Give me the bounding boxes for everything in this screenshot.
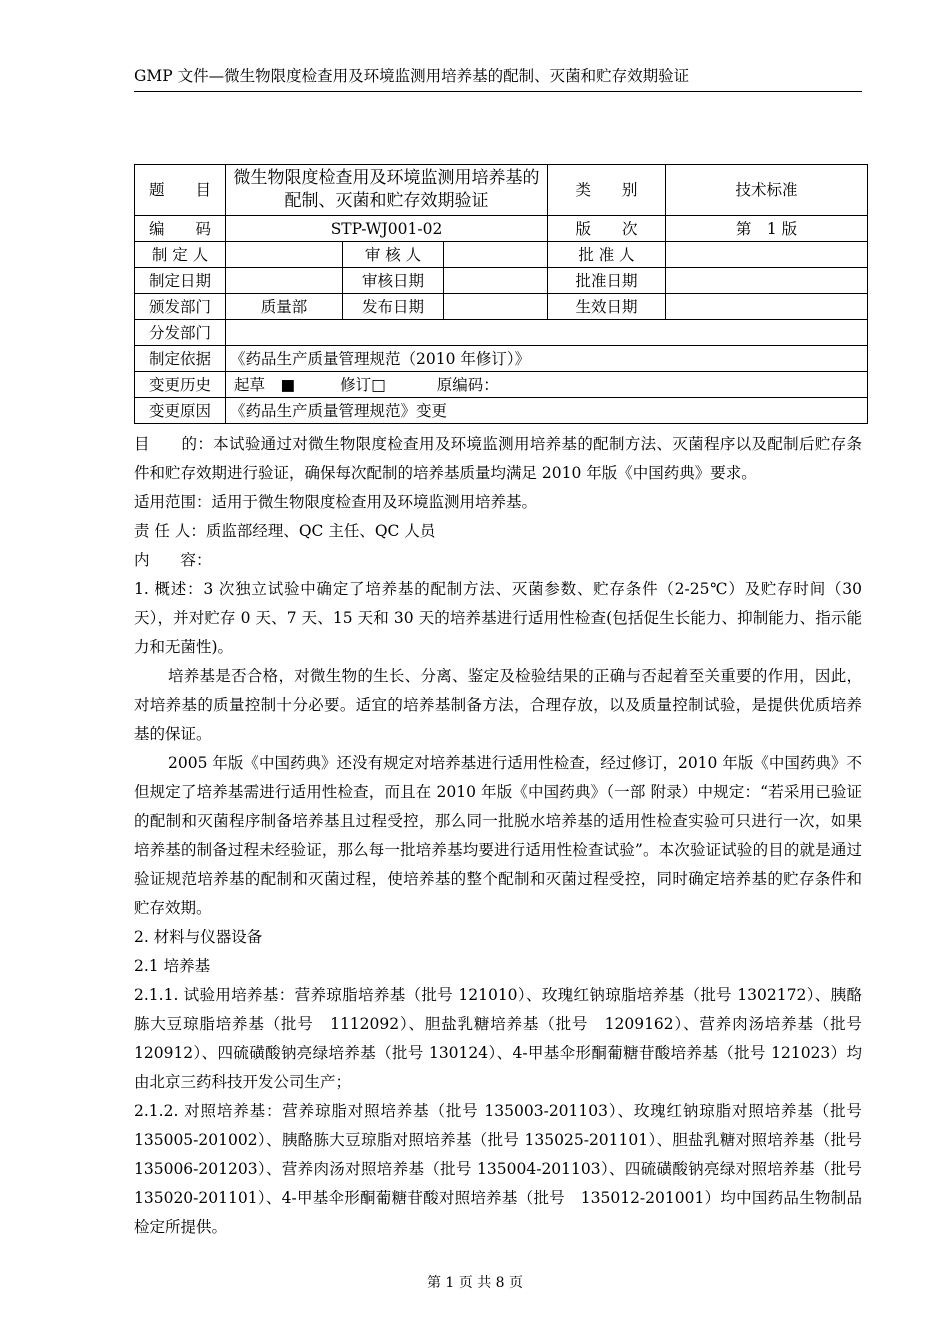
responsible-paragraph: 责 任 人：质监部经理、QC 主任、QC 人员 (134, 522, 436, 540)
reviewer-label: 审 核 人 (343, 242, 444, 268)
effective-date-value (666, 294, 868, 320)
history-label: 变更历史 (135, 372, 226, 398)
content-heading: 内 容： (134, 551, 212, 569)
basis-value: 《药品生产质量管理规范（2010 年修订）》 (226, 346, 868, 372)
meta-row-dates (135, 268, 868, 294)
basis-label: 制定依据 (135, 346, 226, 372)
meta-row-history (135, 372, 868, 398)
code-label: 编 码 (135, 216, 226, 242)
section-2-1-2-paragraph: 2.1.2. 对照培养基：营养琼脂对照培养基（批号 135003-201103）、玫瑰红钠琼脂对照培养基（批号 135005-201002）、胰酪胨大豆琼脂对照培养基（批号 135025-201101）、胆盐乳糖对照培养基（批号 135006-201203）、营养肉汤对照培养基（批号 135004-201103）、四硫磺酸钠亮绿对照培养基（批号 135020-201101）、4-甲基伞形酮葡糖苷酸对照培养基（批号 135012-201001）均中国药品生物制品检定所提供。 (134, 1102, 862, 1236)
approver-value (666, 242, 868, 268)
date-made-value (226, 268, 343, 294)
title-label: 题 目 (135, 165, 226, 216)
issue-date-label: 发布日期 (343, 294, 444, 320)
reviewer-value (444, 242, 548, 268)
issue-dept-label: 颁发部门 (135, 294, 226, 320)
history-original-code: 原编码： (436, 375, 499, 394)
quality-paragraph: 培养基是否合格，对微生物的生长、分离、鉴定及检验结果的正确与否起着至关重要的作用，因此，对培养基的质量控制十分必要。适宜的培养基制备方法，合理存放，以及质量控制试验，是提供优质培养基的保证。 (134, 667, 862, 743)
meta-row-basis (135, 346, 868, 372)
effective-date-label: 生效日期 (548, 294, 666, 320)
scope-paragraph: 适用范围：适用于微生物限度检查用及环境监测用培养基。 (134, 493, 538, 511)
date-reviewed-value (444, 268, 548, 294)
section-2-heading: 2. 材料与仪器设备 (134, 928, 263, 946)
date-approved-value (666, 268, 868, 294)
document-body (134, 430, 862, 1242)
pharmacopoeia-paragraph: 2005 年版《中国药典》还没有规定对培养基进行适用性检查，经过修订，2010 年版《中国药典》不但规定了培养基需进行适用性检查，而且在 2010 年版《中国药典》（一部 附录）中规定：“若采用已验证的配制和灭菌程序制备培养基且过程受控，那么同一批脱水培养基的适用性检查实验可只进行一次，如果培养基的制备过程未经验证，那么每一批培养基均要进行适用性检查试验”。本次验证试验的目的就是通过验证规范培养基的配制和灭菌过程，使培养基的整个配制和灭菌过程受控，同时确定培养基的贮存条件和贮存效期。 (134, 754, 862, 917)
purpose-paragraph: 目 的：本试验通过对微生物限度检查用及环境监测用培养基的配制方法、灭菌程序以及配制后贮存条件和贮存效期进行验证，确保每次配制的培养基质量均满足 2010 年版《中国药典》要求。 (134, 435, 862, 482)
author-label: 制 定 人 (135, 242, 226, 268)
distribution-label: 分发部门 (135, 320, 226, 346)
header-rule (134, 91, 862, 92)
meta-row-distribution (135, 320, 868, 346)
version-value: 第 1 版 (666, 216, 868, 242)
meta-row-code (135, 216, 868, 242)
issue-date-value (444, 294, 548, 320)
category-label: 类 别 (548, 165, 666, 216)
section-2-1-heading: 2.1 培养基 (134, 957, 211, 975)
meta-row-title (135, 165, 868, 216)
author-value (226, 242, 343, 268)
date-made-label: 制定日期 (135, 268, 226, 294)
history-revise: 修订□ (340, 375, 386, 394)
meta-row-reason (135, 398, 868, 424)
reason-value: 《药品生产质量管理规范》变更 (226, 398, 868, 424)
section-2-1-1-paragraph: 2.1.1. 试验用培养基：营养琼脂培养基（批号 121010）、玫瑰红钠琼脂培养基（批号 1302172）、胰酪胨大豆琼脂培养基（批号 1112092）、胆盐乳糖培养基（批号 1209162）、营养肉汤培养基（批号 120912）、四硫磺酸钠亮绿培养基（批号 130124）、4-甲基伞形酮葡糖苷酸培养基（批号 121023）均由北京三药科技开发公司生产； (134, 986, 862, 1091)
date-approved-label: 批准日期 (548, 268, 666, 294)
code-value: STP-WJ001-02 (226, 216, 548, 242)
document-meta-table (134, 164, 868, 424)
version-label: 版 次 (548, 216, 666, 242)
history-draft: 起草 ■ (234, 375, 296, 394)
date-reviewed-label: 审核日期 (343, 268, 444, 294)
page-number-footer: 第 1 页 共 8 页 (426, 1275, 524, 1291)
meta-row-people (135, 242, 868, 268)
category-value: 技术标准 (666, 165, 868, 216)
document-header: GMP 文件—微生物限度检查用及环境监测用培养基的配制、灭菌和贮存效期验证 (134, 67, 690, 85)
history-value (226, 372, 868, 398)
approver-label: 批 准 人 (548, 242, 666, 268)
title-value: 微生物限度检查用及环境监测用培养基的配制、灭菌和贮存效期验证 (226, 165, 548, 216)
issue-dept-value: 质量部 (226, 294, 343, 320)
meta-row-issue (135, 294, 868, 320)
reason-label: 变更原因 (135, 398, 226, 424)
distribution-value (226, 320, 868, 346)
overview-paragraph: 1. 概述：3 次独立试验中确定了培养基的配制方法、灭菌参数、贮存条件（2-25℃）及贮存时间（30 天），并对贮存 0 天、7 天、15 天和 30 天的培养基进行适用性检查(包括促生长能力、抑制能力、指示能力和无菌性)。 (134, 580, 862, 656)
